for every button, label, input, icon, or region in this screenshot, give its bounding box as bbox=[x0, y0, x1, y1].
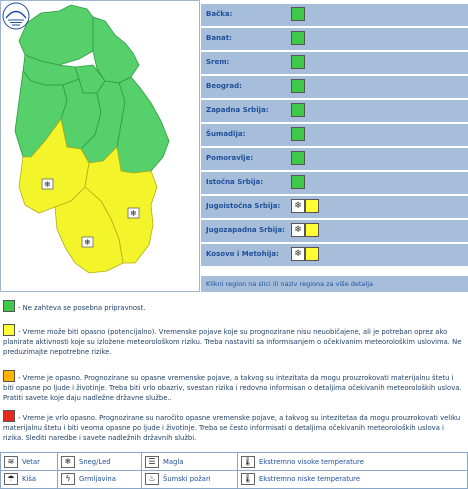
level-green-swatch bbox=[291, 7, 305, 21]
svg-text:❄: ❄ bbox=[84, 238, 91, 247]
region-row-sumadija[interactable] bbox=[201, 124, 468, 146]
level-green-swatch bbox=[291, 127, 305, 141]
region-label[interactable]: Banat: bbox=[206, 34, 232, 42]
svg-text:❄: ❄ bbox=[44, 180, 51, 189]
high-temperature-icon: 🌡 bbox=[242, 457, 254, 466]
map-region-banat[interactable] bbox=[93, 17, 139, 83]
region-row-kosovo-i-metohija[interactable] bbox=[201, 244, 468, 266]
region-label[interactable]: Pomoravlje: bbox=[206, 154, 254, 162]
rhmz-logo bbox=[1, 1, 31, 31]
region-label[interactable]: Jugoistočna Srbija: bbox=[206, 202, 281, 210]
level-yellow-swatch bbox=[305, 247, 319, 261]
level-green-swatch bbox=[291, 151, 305, 165]
rain-icon: ☂ bbox=[4, 473, 18, 485]
region-row-zapadna-srbija[interactable] bbox=[201, 100, 468, 122]
region-label[interactable]: Srem: bbox=[206, 58, 230, 66]
snow-ice-icon bbox=[82, 237, 93, 247]
hazard-legend: ≋ Vetar ❄ Sneg/Led ☰ Magla 🌡 Ekstremno visoke temperature ☂ Kiša ϟ Grmljavina ♨ Šumski požari 🌡 Ekstremno niske temperature bbox=[0, 452, 468, 489]
wind-icon: ≋ bbox=[4, 456, 18, 468]
region-row-srem[interactable] bbox=[201, 52, 468, 74]
region-hint-text: Klikni region na slici ili naziv regiona za više detalja bbox=[206, 280, 374, 288]
region-row-istocna-srbija[interactable] bbox=[201, 172, 468, 194]
level-yellow-swatch bbox=[305, 199, 319, 213]
region-row-beograd[interactable] bbox=[201, 76, 468, 98]
level-green-swatch bbox=[291, 175, 305, 189]
forest-fire-icon: ♨ bbox=[145, 473, 159, 485]
region-label[interactable]: Jugozapadna Srbija: bbox=[206, 226, 285, 234]
snow-ice-icon: ❄ bbox=[291, 247, 305, 261]
snow-ice-icon bbox=[128, 208, 139, 218]
level-green-swatch bbox=[291, 103, 305, 117]
low-temperature-icon: 🌡 bbox=[242, 474, 254, 483]
region-row-pomoravlje[interactable] bbox=[201, 148, 468, 170]
region-label[interactable]: Beograd: bbox=[206, 82, 242, 90]
region-row-backa[interactable] bbox=[201, 4, 468, 26]
fog-icon: ☰ bbox=[145, 456, 159, 468]
snow-ice-icon: ❄ bbox=[291, 223, 305, 237]
svg-text:❄: ❄ bbox=[130, 209, 137, 218]
legend-orange bbox=[0, 370, 466, 406]
region-row-jugozapadna-srbija[interactable] bbox=[201, 220, 468, 242]
snow-ice-icon: ❄ bbox=[291, 199, 305, 213]
region-row-jugoistocna-srbija[interactable] bbox=[201, 196, 468, 218]
legend-yellow bbox=[0, 324, 466, 364]
region-label[interactable]: Bačka: bbox=[206, 10, 233, 18]
region-label[interactable]: Šumadija: bbox=[206, 130, 246, 138]
region-label[interactable]: Kosovo i Metohija: bbox=[206, 250, 279, 258]
level-green-swatch bbox=[291, 79, 305, 93]
region-list bbox=[201, 0, 468, 292]
legend-green bbox=[0, 300, 466, 316]
region-label[interactable]: Zapadna Srbija: bbox=[206, 106, 269, 114]
region-label[interactable]: Istočna Srbija: bbox=[206, 178, 264, 186]
legend-green-text: - Ne zahteva se posebna pripravnost. bbox=[18, 304, 146, 312]
snow-ice-icon bbox=[42, 179, 53, 189]
warning-map bbox=[0, 0, 200, 292]
legend-yellow-text: - Vreme može biti opasno (potencijalno). Vremenske pojave koje su prognozirane nisu neuobičajene, ali je potreban oprez ako planirate aktivnosti koje su izložene meteorološkom riziku. Treba nastaviti sa informisanjem o očekivanim meteorološkim uslovima. Ne preduzimajte nepotrebne rizike. bbox=[3, 328, 462, 356]
level-green-swatch bbox=[291, 31, 305, 45]
level-yellow-swatch bbox=[305, 223, 319, 237]
thunderstorm-icon: ϟ bbox=[61, 473, 75, 485]
serbia-map bbox=[1, 1, 201, 293]
region-row-banat[interactable] bbox=[201, 28, 468, 50]
legend-red-text: - Vreme je vrlo opasno. Prognozirane su naročito opasne vremenske pojave, a takvog su intezitetaa da mogu prouzrokovati veliku materijalnu štetu i biti veoma opasne po ljude i životinje. Treba se često informisati o detaljima očekivanih meteoroloških uslova i rizika. Slediti naredbe i savete nadležnih državnih službi. bbox=[3, 414, 461, 442]
snow-ice-icon: ❄ bbox=[61, 456, 75, 468]
legend-red bbox=[0, 410, 466, 446]
region-hint bbox=[201, 276, 468, 292]
map-region-istocna-srbija[interactable] bbox=[117, 77, 169, 173]
legend-orange-text: - Vreme je opasno. Prognozirane su opasne vremenske pojave, a takvog su intezitata da mogu prouzrokovati materijalnu štetu i biti opasne po ljude i životinje. Treba biti vrlo obazriv, svestan rizika i redovno informisan o detaljima očekivanih meteoroloških uslova. Pratiti savete koje daju nadležne državne službe.. bbox=[3, 374, 462, 402]
level-green-swatch bbox=[291, 55, 305, 69]
